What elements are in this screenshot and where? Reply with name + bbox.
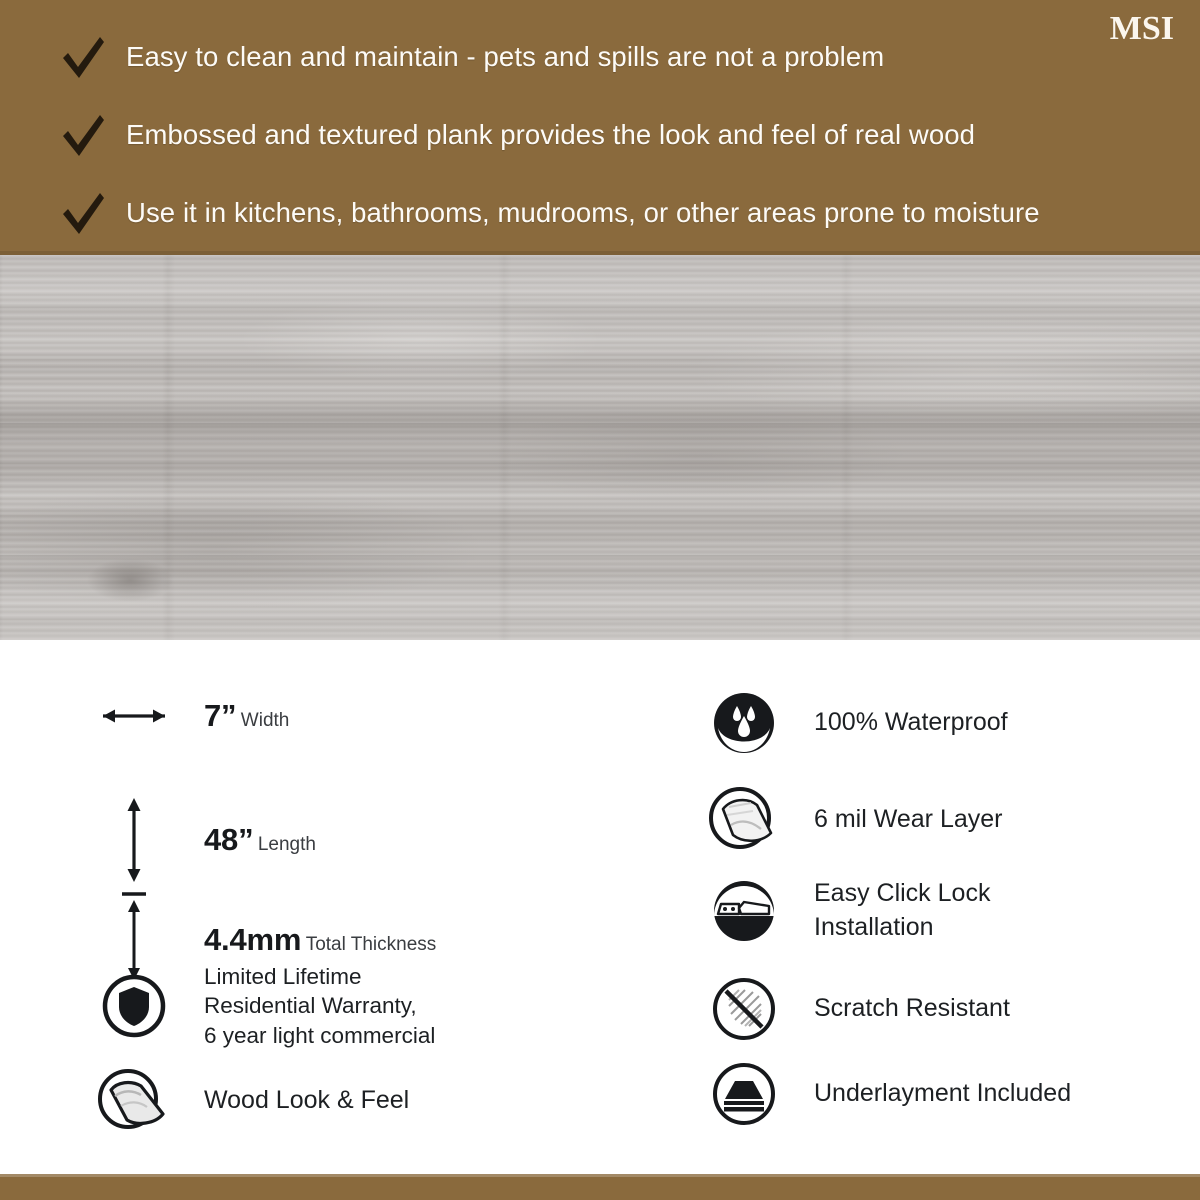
warranty-line-3: 6 year light commercial bbox=[204, 1022, 436, 1048]
spec-label: Length bbox=[257, 833, 316, 855]
spec-row-wood-look bbox=[88, 1068, 409, 1134]
warranty-line-1: Limited Lifetime bbox=[204, 964, 362, 989]
scratch-resistant-icon bbox=[698, 976, 790, 1042]
plank-seam bbox=[0, 423, 1200, 426]
spec-row-underlayment bbox=[698, 1061, 1071, 1127]
click-lock-icon bbox=[698, 878, 790, 944]
spec-value: 48” bbox=[204, 821, 254, 857]
spec-label-underlayment bbox=[814, 1077, 1071, 1111]
footer-bar bbox=[0, 1174, 1200, 1200]
scratch-line-1: Scratch Resistant bbox=[814, 994, 1010, 1023]
spec-value: 7” bbox=[204, 698, 237, 733]
spec-label-wood-look bbox=[204, 1084, 409, 1118]
spec-row-length bbox=[88, 792, 316, 888]
spec-label-click-lock bbox=[814, 877, 990, 944]
spec-value: 4.4mm bbox=[204, 921, 302, 957]
feature-bullet-list bbox=[0, 0, 1200, 255]
check-icon bbox=[58, 187, 108, 239]
wear-layer-icon bbox=[698, 785, 790, 855]
check-icon bbox=[58, 109, 108, 161]
check-icon bbox=[58, 31, 108, 83]
warranty-line-2: Residential Warranty, bbox=[204, 993, 417, 1019]
waterproof-line-1: 100% Waterproof bbox=[814, 708, 1008, 737]
feature-bullet bbox=[0, 96, 1200, 174]
spec-row-click-lock bbox=[698, 877, 990, 944]
spec-text-width bbox=[204, 700, 289, 733]
spec-row-width bbox=[88, 700, 289, 733]
spec-row-wear-layer bbox=[698, 785, 1003, 855]
spec-text-length bbox=[204, 821, 316, 857]
product-photo bbox=[0, 255, 1200, 640]
wood-plank-icon bbox=[88, 1068, 180, 1134]
spec-label-waterproof bbox=[814, 706, 1008, 740]
header-banner bbox=[0, 0, 1200, 255]
wear-layer-line-1: 6 mil Wear Layer bbox=[814, 805, 1003, 834]
spec-label-scratch-resistant bbox=[814, 992, 1010, 1026]
spec-row-waterproof bbox=[698, 690, 1008, 756]
specification-panel bbox=[0, 640, 1200, 1175]
click-lock-line-1: Easy Click Lock bbox=[814, 879, 991, 907]
spec-label: Width bbox=[240, 710, 290, 731]
spec-label: Total Thickness bbox=[305, 933, 437, 955]
msi-logo: MSI bbox=[1109, 10, 1174, 47]
wood-look-line-1: Wood Look & Feel bbox=[204, 1086, 410, 1115]
feature-bullet bbox=[0, 174, 1200, 252]
feature-bullet bbox=[0, 18, 1200, 96]
spec-row-warranty bbox=[88, 962, 435, 1050]
click-lock-line-2: Installation bbox=[814, 912, 934, 941]
feature-bullet-text: Use it in kitchens, bathrooms, mudrooms, or other areas prone to moisture bbox=[126, 196, 1040, 228]
spec-label-warranty bbox=[204, 962, 435, 1050]
shield-icon bbox=[88, 973, 180, 1039]
spec-label-wear-layer bbox=[814, 803, 1003, 837]
wood-knot bbox=[70, 545, 190, 615]
waterproof-droplet-icon bbox=[698, 690, 790, 756]
vertical-arrow-icon bbox=[88, 792, 180, 888]
underlayment-icon bbox=[698, 1061, 790, 1127]
underlayment-line-1: Underlayment Included bbox=[814, 1079, 1072, 1108]
feature-bullet-text: Easy to clean and maintain - pets and spills are not a problem bbox=[126, 40, 885, 72]
spec-row-scratch-resistant bbox=[698, 976, 1010, 1042]
horizontal-arrow-icon bbox=[88, 701, 180, 731]
feature-bullet-text: Embossed and textured plank provides the look and feel of real wood bbox=[126, 118, 976, 150]
spec-text-thickness bbox=[204, 921, 437, 957]
